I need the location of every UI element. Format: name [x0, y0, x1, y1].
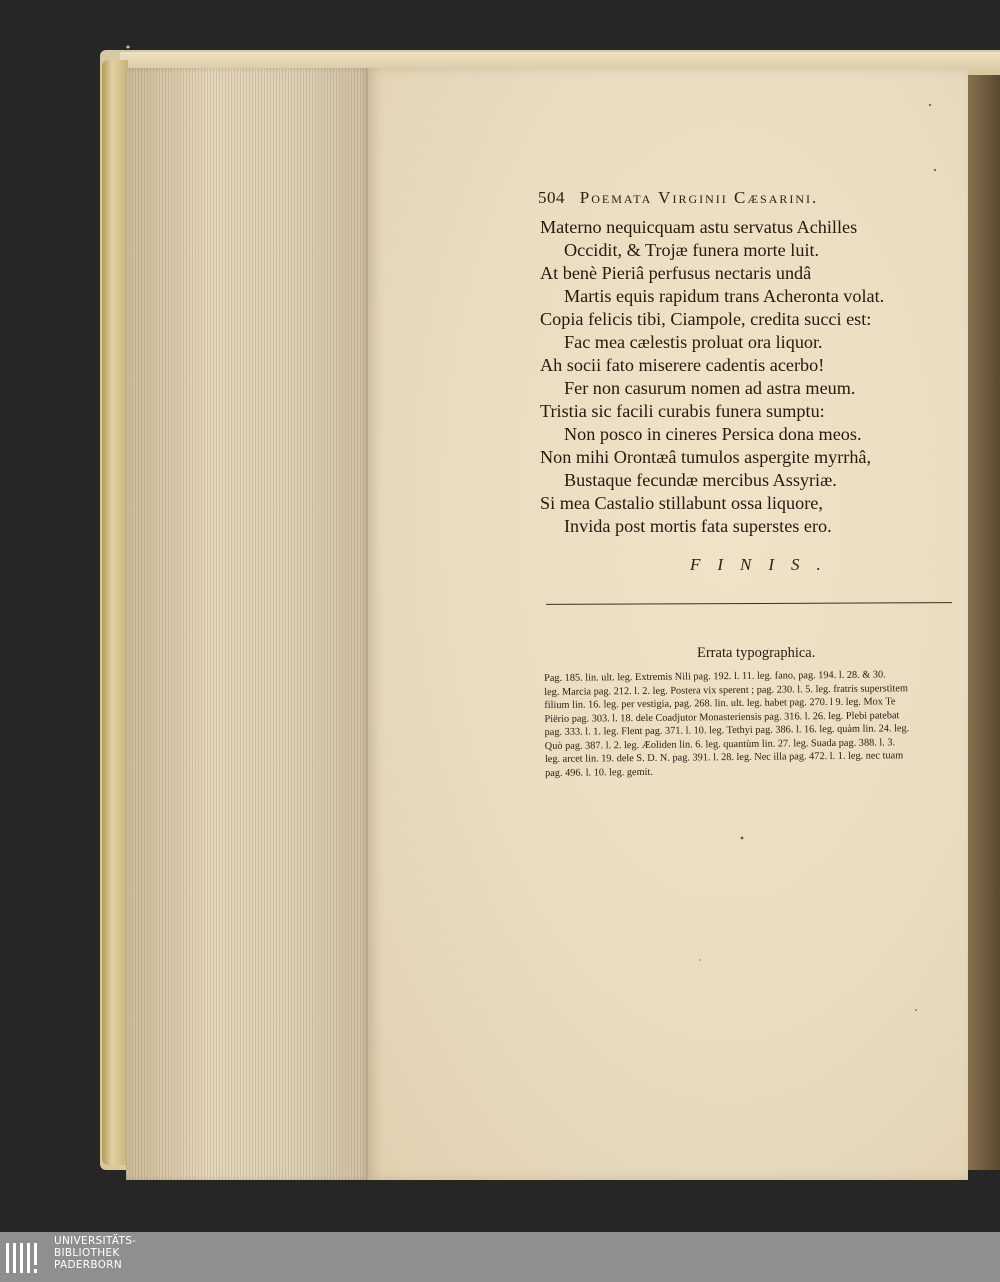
poem-line: Copia felicis tibi, Ciampole, credita succi est: — [540, 309, 872, 329]
poem-line: Si mea Castalio stillabunt ossa liquore, — [540, 493, 823, 513]
poem-line: Invida post mortis fata superstes ero. — [564, 516, 832, 536]
poem-line: Fer non casurum nomen ad astra meum. — [564, 378, 856, 398]
page-number: 504 — [538, 188, 565, 207]
poem-line: Tristia sic facili curabis funera sumptu: — [540, 401, 825, 421]
errata-line: Quò pag. 387. l. 2. leg. Æoliden lin. 6. leg. quantùm lin. 27. leg. Suada pag. 388. l. 3. — [544, 736, 896, 752]
errata-line: filium lin. 16. leg. per vestigia, pag. 268. lin. ult. leg. habet pag. 270. l 9. leg. Mox Te — [544, 696, 896, 711]
library-logo-icon — [4, 1237, 48, 1277]
library-name-line-3: PADERBORN — [54, 1259, 122, 1271]
errata-title: Errata typographica. — [697, 645, 816, 661]
errata-line: Piërio pag. 303. l. 18. dele Coadjutor Monasteriensis pag. 316. l. 26. leg. Plebi patebat — [544, 709, 900, 725]
poem-line: At benè Pieriâ perfusus nectaris undâ — [540, 263, 812, 283]
library-name-line-1: UNIVERSITÄTS- — [54, 1235, 137, 1247]
library-name-line-2: BIBLIOTHEK — [54, 1247, 120, 1259]
running-title: Poemata Virginii Cæsarini. — [579, 188, 819, 207]
poem-line: Fac mea cælestis proluat ora liquor. — [564, 332, 823, 352]
errata-line: leg. arcet lin. 19. dele S. D. N. pag. 391. l. 28. leg. Nec illa pag. 472. l. 1. leg. nec tuam — [544, 750, 904, 765]
poem-line: Non mihi Orontæâ tumulos aspergite myrrhâ, — [540, 447, 872, 467]
poem-line: Non posco in cineres Persica dona meos. — [564, 424, 862, 444]
poem-text — [540, 216, 960, 538]
poem-line: Martis equis rapidum trans Acheronta volat. — [564, 286, 885, 306]
running-head — [538, 188, 948, 208]
poem-line: Ah socii fato miserere cadentis acerbo! — [540, 355, 825, 375]
finis-label: FINIS. — [690, 555, 838, 574]
poem-line: Materno nequicquam astu servatus Achilles — [540, 217, 858, 237]
right-board-edge — [966, 75, 1000, 1170]
poem-line: Bustaque fecundæ mercibus Assyriæ. — [564, 470, 837, 490]
errata-line: pag. 496. l. 10. leg. gemit. — [545, 766, 653, 779]
poem-line: Occidit, & Trojæ funera morte luit. — [564, 240, 820, 260]
library-footer-bar — [0, 1232, 1000, 1282]
errata-line: Pag. 185. lin. ult. leg. Extremis Nili pag. 192. l. 11. leg. fano, pag. 194. l. 28. & 30. — [544, 669, 886, 684]
page-edges — [126, 68, 370, 1180]
book-spine-edge — [102, 60, 128, 1165]
errata-list — [544, 668, 963, 780]
errata-line: pag. 333. l. 1. leg. Flent pag. 371. l. 10. leg. Tethyi pag. 386. l. 16. leg. quàm lin. 24. leg. — [544, 723, 910, 738]
errata-line: leg. Marcia pag. 212. l. 2. leg. Postera vix sperent ; pag. 230. l. 5. leg. fratris superstitem — [544, 682, 908, 698]
